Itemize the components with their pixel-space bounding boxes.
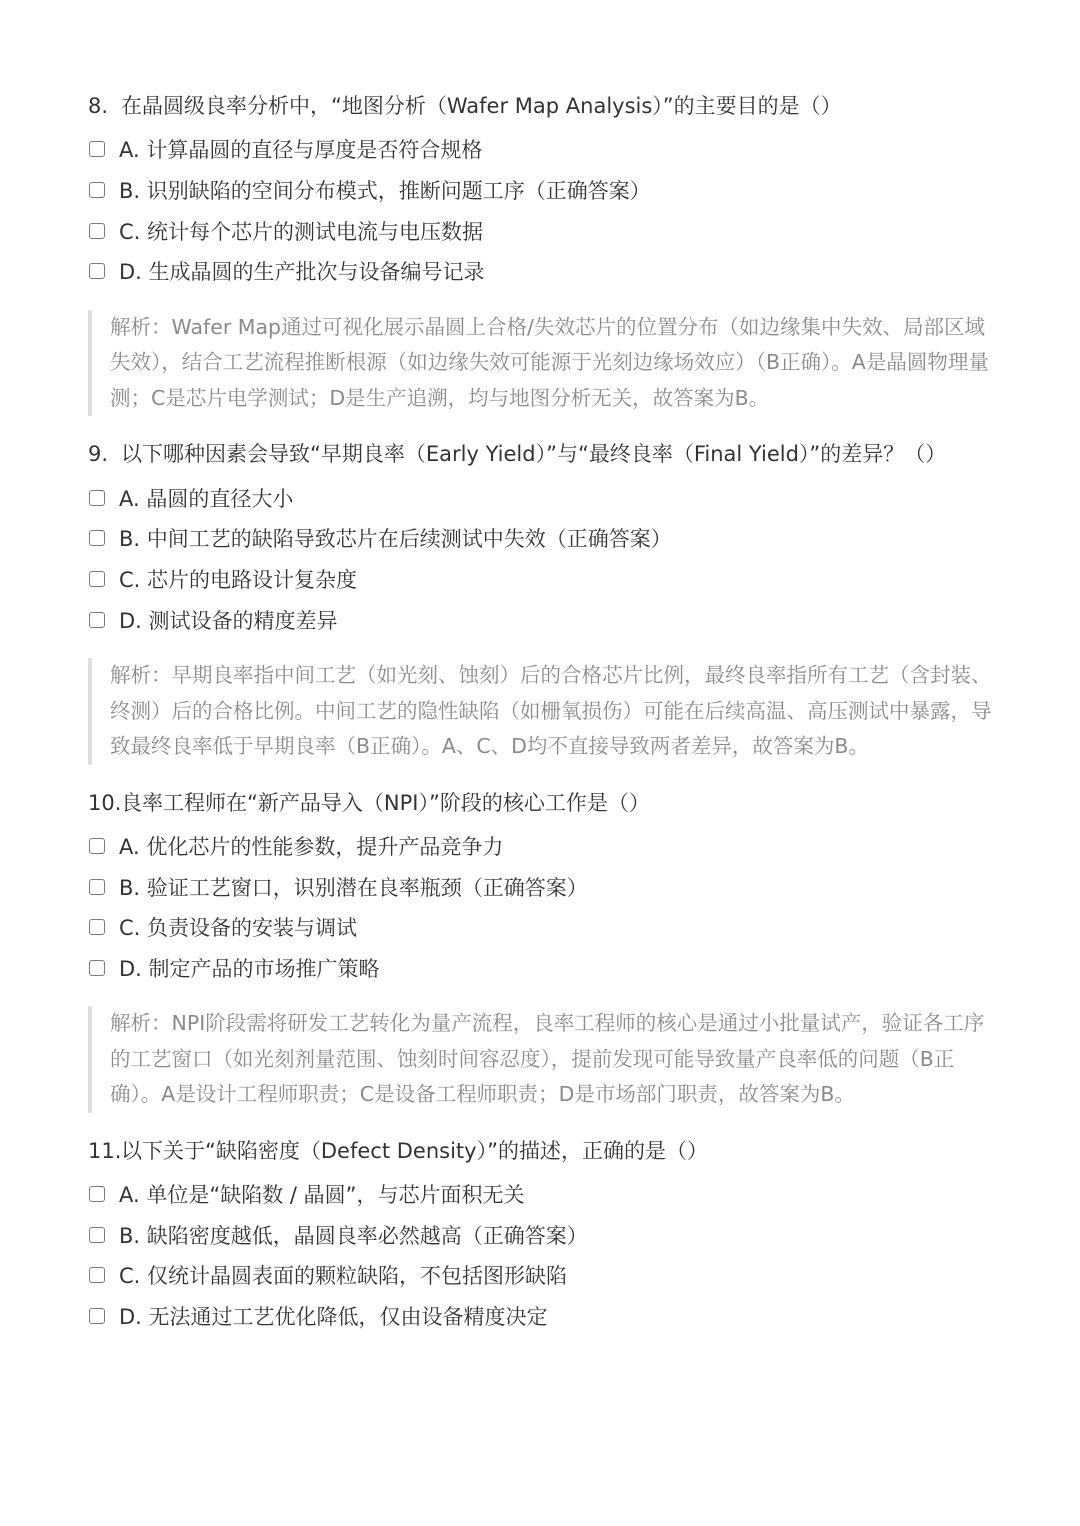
question-title: [88, 1133, 992, 1169]
question-number: 8.: [88, 94, 109, 118]
checkbox[interactable]: [89, 879, 105, 895]
option-label: C. 负责设备的安装与调试: [119, 916, 358, 941]
option-d[interactable]: [88, 599, 992, 640]
option-label: B. 缺陷密度越低，晶圆良率必然越高（正确答案）: [119, 1223, 588, 1248]
question-number: 11.: [88, 1138, 122, 1163]
option-d[interactable]: [88, 251, 992, 292]
option-c[interactable]: [88, 210, 992, 251]
option-c[interactable]: [88, 907, 992, 948]
option-label: B. 验证工艺窗口，识别潜在良率瓶颈（正确答案）: [119, 875, 588, 900]
question-number: 10.: [88, 790, 122, 815]
option-label: A. 优化芯片的性能参数，提升产品竞争力: [119, 834, 504, 859]
question-title: [88, 785, 992, 821]
checkbox[interactable]: [89, 960, 105, 976]
option-label: D. 测试设备的精度差异: [119, 608, 338, 633]
option-label: D. 无法通过工艺优化降低，仅由设备精度决定: [119, 1305, 548, 1330]
options-list: [88, 826, 992, 989]
option-c[interactable]: [88, 1255, 992, 1296]
option-label: C. 统计每个芯片的测试电流与电压数据: [119, 219, 484, 244]
question-text: 以下关于“缺陷密度（Defect Density）”的描述，正确的是（）: [121, 1138, 708, 1163]
question-title: [88, 88, 992, 124]
option-a[interactable]: [88, 477, 992, 518]
options-list: [88, 477, 992, 640]
question-10: [88, 785, 992, 1113]
checkbox[interactable]: [89, 223, 105, 239]
checkbox[interactable]: [89, 1267, 105, 1283]
checkbox[interactable]: [89, 530, 105, 546]
option-label: A. 单位是“缺陷数 / 晶圆”，与芯片面积无关: [119, 1183, 525, 1208]
option-b[interactable]: [88, 518, 992, 559]
checkbox[interactable]: [89, 1227, 105, 1243]
option-c[interactable]: [88, 559, 992, 600]
option-label: D. 制定产品的市场推广策略: [119, 956, 380, 981]
options-list: [88, 1174, 992, 1337]
options-list: [88, 129, 992, 292]
checkbox[interactable]: [89, 571, 105, 587]
question-11: [88, 1133, 992, 1337]
checkbox[interactable]: [89, 838, 105, 854]
option-a[interactable]: [88, 129, 992, 170]
checkbox[interactable]: [89, 612, 105, 628]
analysis-block: 解析：Wafer Map通过可视化展示晶圆上合格/失效芯片的位置分布（如边缘集中失效、局部区域失效），结合工艺流程推断根源（如边缘失效可能源于光刻边缘场效应）（B正确）。A是晶圆物理量测；C是芯片电学测试；D是生产追溯，均与地图分析无关，故答案为B。: [88, 310, 992, 417]
analysis-block: 解析：早期良率指中间工艺（如光刻、蚀刻）后的合格芯片比例，最终良率指所有工艺（含封装、终测）后的合格比例。中间工艺的隐性缺陷（如栅氧损伤）可能在后续高温、高压测试中暴露，导致最终良率低于早期良率（B正确）。A、C、D均不直接导致两者差异，故答案为B。: [88, 658, 992, 765]
question-text: 在晶圆级良率分析中，“地图分析（Wafer Map Analysis）”的主要目的是（）: [121, 94, 842, 118]
option-label: C. 芯片的电路设计复杂度: [119, 567, 358, 592]
question-number: 9.: [88, 442, 109, 467]
option-a[interactable]: [88, 1174, 992, 1215]
question-title: [88, 436, 992, 472]
checkbox[interactable]: [89, 490, 105, 506]
checkbox[interactable]: [89, 182, 105, 198]
option-label: D. 生成晶圆的生产批次与设备编号记录: [119, 260, 485, 285]
checkbox[interactable]: [89, 141, 105, 157]
question-9: [88, 436, 992, 764]
option-label: B. 识别缺陷的空间分布模式，推断问题工序（正确答案）: [119, 179, 651, 204]
checkbox[interactable]: [89, 263, 105, 279]
option-b[interactable]: [88, 866, 992, 907]
question-text: 良率工程师在“新产品导入（NPI）”阶段的核心工作是（）: [121, 790, 650, 815]
analysis-block: 解析：NPI阶段需将研发工艺转化为量产流程，良率工程师的核心是通过小批量试产，验证各工序的工艺窗口（如光刻剂量范围、蚀刻时间容忍度），提前发现可能导致量产良率低的问题（B正确）。A是设计工程师职责；C是设备工程师职责；D是市场部门职责，故答案为B。: [88, 1006, 992, 1113]
option-a[interactable]: [88, 826, 992, 867]
option-label: C. 仅统计晶圆表面的颗粒缺陷，不包括图形缺陷: [119, 1264, 568, 1289]
checkbox[interactable]: [89, 1308, 105, 1324]
question-text: 以下哪种因素会导致“早期良率（Early Yield）”与“最终良率（Final Yield）”的差异？（）: [121, 442, 947, 467]
option-b[interactable]: [88, 1214, 992, 1255]
option-d[interactable]: [88, 948, 992, 989]
checkbox[interactable]: [89, 919, 105, 935]
option-label: A. 晶圆的直径大小: [119, 486, 294, 511]
question-8: [88, 88, 992, 416]
option-label: B. 中间工艺的缺陷导致芯片在后续测试中失效（正确答案）: [119, 527, 672, 552]
checkbox[interactable]: [89, 1186, 105, 1202]
option-d[interactable]: [88, 1296, 992, 1337]
option-label: A. 计算晶圆的直径与厚度是否符合规格: [119, 138, 483, 163]
option-b[interactable]: [88, 170, 992, 211]
